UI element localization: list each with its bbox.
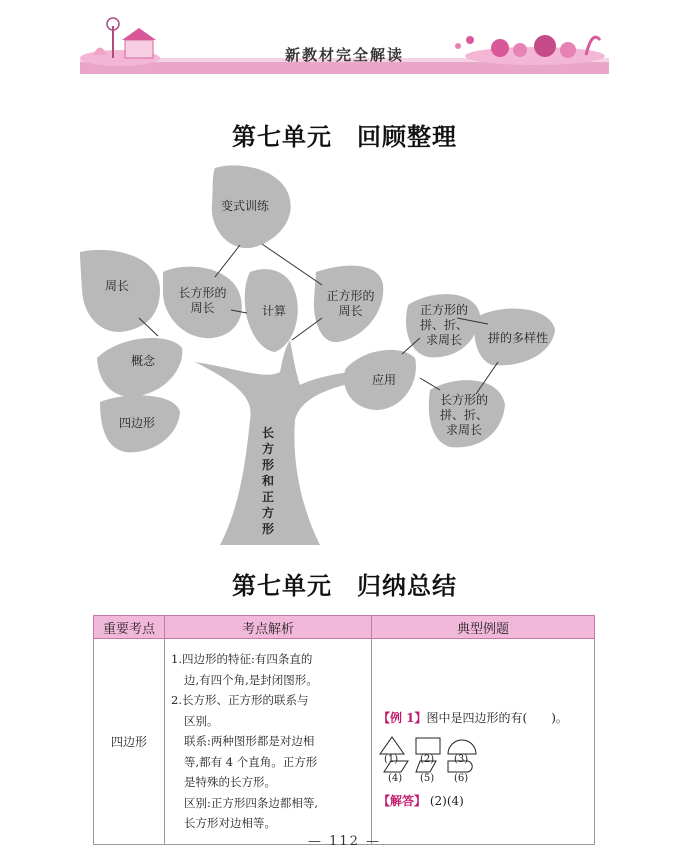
answer-tag: 【解答】 [378, 794, 427, 808]
leaf-label-gainian: 概念 [131, 354, 156, 368]
cell-example [372, 639, 595, 845]
shape-label: (5) [420, 773, 435, 784]
leaf-label-changfangxing: 长方形的周长 [178, 286, 227, 315]
trunk-label: 长方形和正方形 [261, 426, 274, 536]
leaf-label-zheng-pin: 正方形的拼、折、求周长 [419, 303, 468, 347]
analysis-line: 区别。 [184, 713, 219, 728]
shape-triangle [380, 737, 404, 754]
analysis-line: 长方形对边相等。 [184, 816, 276, 831]
analysis-line: 区别:正方形四条边都相等, [184, 795, 319, 810]
example-question [378, 709, 594, 726]
header-title: 新教材完全解读 [284, 46, 404, 64]
table-header-row [94, 616, 595, 639]
leaf-label-chang-pin: 长方形的拼、折、求周长 [439, 393, 488, 437]
leaf-label-pin-duoyang: 拼的多样性 [488, 331, 549, 345]
leaf-label-sibianxing: 四边形 [119, 416, 156, 430]
analysis-line: 联系:两种图形都是对边相 [184, 734, 315, 749]
cell-analysis [165, 639, 372, 845]
shape-label: (1) [384, 754, 399, 765]
shape-label: (6) [454, 773, 469, 784]
mindmap-title: 第七单元 回顾整理 [232, 122, 457, 151]
analysis-line: 边,有四个角,是封闭图形。 [184, 672, 318, 687]
leaf-label-bianshi: 变式训练 [221, 199, 270, 213]
analysis-line: 1.四边形的特征:有四条直的 [171, 652, 313, 667]
leaf-label-zhouchang: 周长 [105, 279, 130, 293]
summary-title: 第七单元 归纳总结 [232, 571, 457, 600]
leaf-label-yingyong: 应用 [372, 373, 397, 387]
shape-rectangle [416, 738, 440, 754]
shape-label: (3) [454, 754, 469, 765]
page-number: — 112 — [307, 834, 382, 849]
header-example: 典型例题 [372, 616, 595, 639]
leaf-label-zhengfangxing: 正方形的周长 [326, 289, 375, 318]
cell-point: 四边形 [94, 639, 165, 845]
shape-label: (4) [388, 773, 403, 784]
shape-semicircle [448, 740, 476, 754]
analysis-line: 是特殊的长方形。 [184, 775, 276, 790]
analysis-line: 等,都有 4 个直角。正方形 [184, 754, 318, 769]
example-text: 图中是四边形的有( )。 [426, 711, 568, 725]
leaf-label-jisuan: 计算 [262, 304, 287, 318]
shape-label: (2) [420, 754, 435, 765]
example-tag: 【例 1】 [378, 711, 427, 725]
analysis-line: 2.长方形、正方形的联系与 [171, 693, 309, 708]
header-analysis: 考点解析 [165, 616, 372, 639]
example-shapes [378, 734, 488, 802]
table-row [94, 639, 595, 845]
summary-table [93, 615, 595, 845]
header-point: 重要考点 [94, 616, 165, 639]
answer-text: (2)(4) [429, 794, 464, 808]
